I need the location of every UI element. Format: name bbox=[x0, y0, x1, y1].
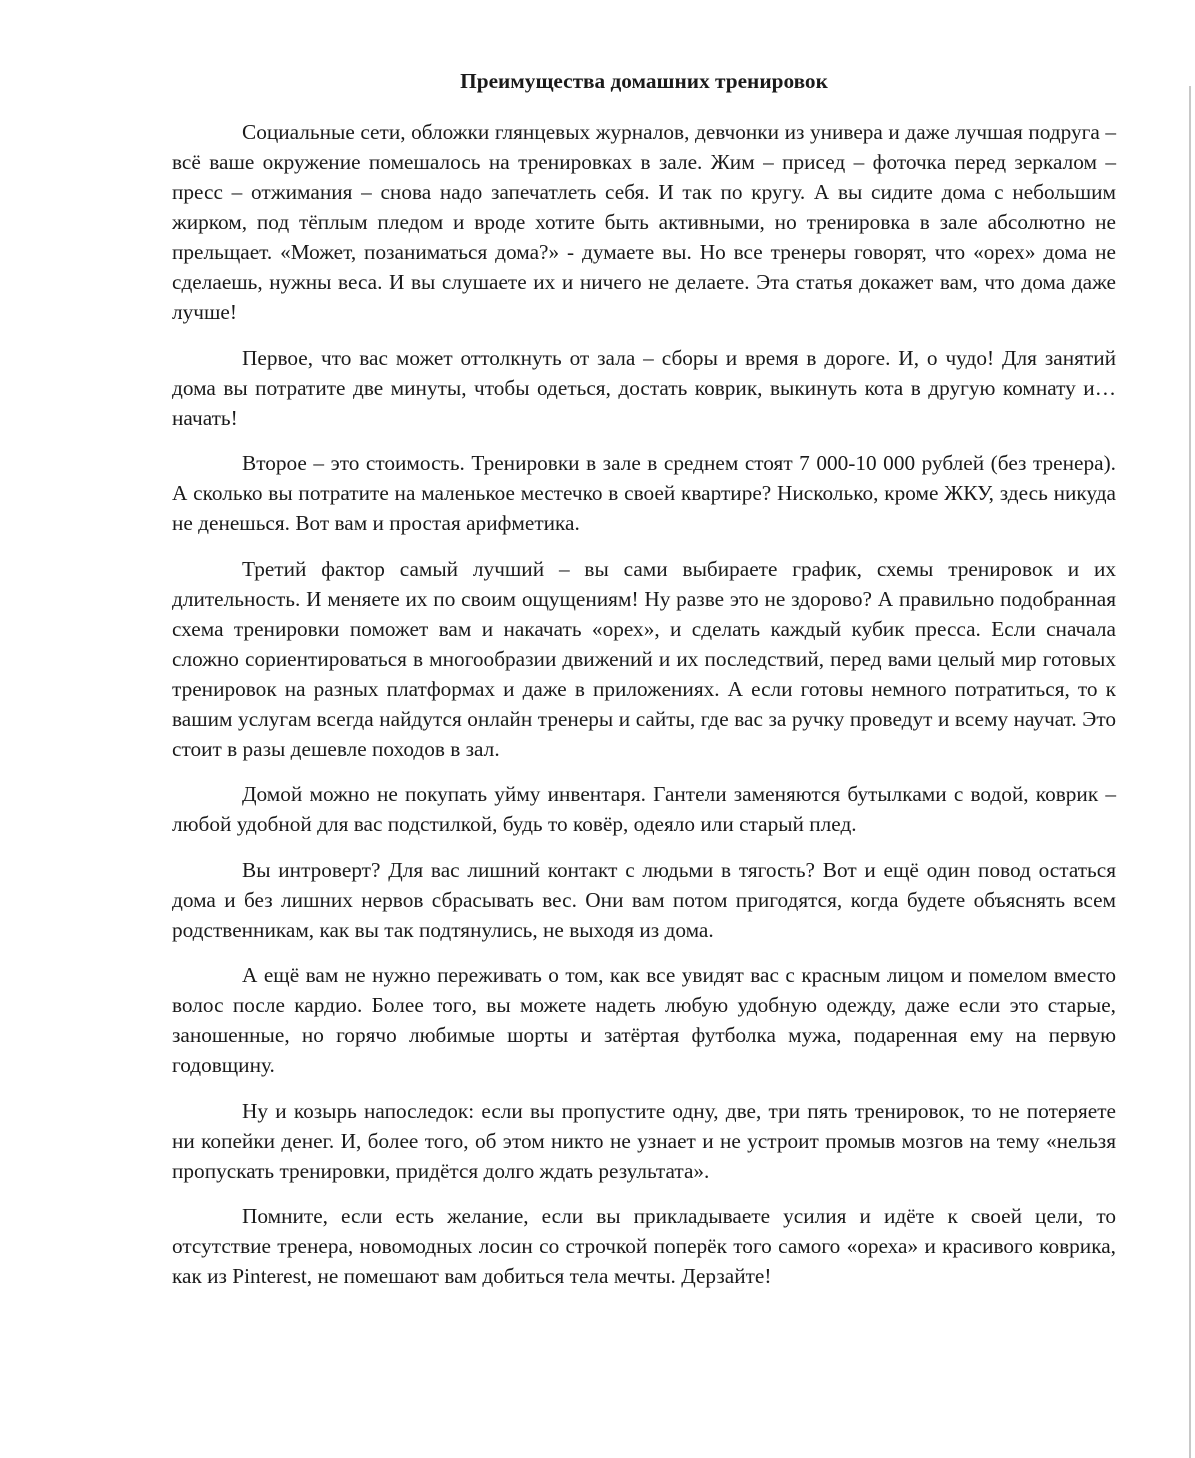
paragraph-1: Социальные сети, обложки глянцевых журналов, девчонки из универа и даже лучшая подруга – всё ваше окружение помешалось на тренировках в зале. Жим – присед – фоточка перед зеркалом – пресс – отжимания – снова надо запечатлеть себя. И так по кругу. А вы сидите дома с небольшим жирком, под тёплым пледом и вроде хотите быть активными, но тренировка в зале абсолютно не прельщает. «Может, позаниматься дома?» - думаете вы. Но все тренеры говорят, что «орех» дома не сделаешь, нужны веса. И вы слушаете их и ничего не делаете. Эта статья докажет вам, что дома даже лучше! bbox=[172, 120, 1116, 324]
paragraph-3: Второе – это стоимость. Тренировки в зале в среднем стоят 7 000-10 000 рублей (без тренера). А сколько вы потратите на маленькое местечко в своей квартире? Нисколько, кроме ЖКУ, здесь никуда не денешься. Вот вам и простая арифметика. bbox=[172, 451, 1116, 535]
document-body bbox=[172, 64, 1116, 1307]
paragraph-9: Помните, если есть желание, если вы прикладываете усилия и идёте к своей цели, то отсутствие тренера, новомодных лосин со строчкой поперёк того самого «ореха» и красивого коврика, как из Pinterest, не помешают вам добиться тела мечты. Дерзайте! bbox=[172, 1204, 1116, 1288]
page-edge-divider bbox=[1189, 86, 1191, 1458]
paragraph-6: Вы интроверт? Для вас лишний контакт с людьми в тягость? Вот и ещё один повод остаться дома и без лишних нервов сбрасывать вес. Они вам потом пригодятся, когда будете объяснять всем родственникам, как вы так подтянулись, не выходя из дома. bbox=[172, 857, 1116, 942]
paragraph-2: Первое, что вас может оттолкнуть от зала – сборы и время в дороге. И, о чудо! Для занятий дома вы потратите две минуты, чтобы одеться, достать коврик, выкинуть кота в другую комнату и…начать! bbox=[172, 345, 1116, 430]
document-title: Преимущества домашних тренировок bbox=[460, 69, 828, 93]
paragraph-8: Ну и козырь напоследок: если вы пропустите одну, две, три пять тренировок, то не потеряете ни копейки денег. И, более того, об этом никто не узнает и не устроит промыв мозгов на тему «нельзя пропускать тренировки, придётся долго ждать результата». bbox=[172, 1098, 1116, 1183]
paragraph-4: Третий фактор самый лучший – вы сами выбираете график, схемы тренировок и их длительность. И меняете их по своим ощущениям! Ну разве это не здорово? А правильно подобранная схема тренировки поможет вам и накачать «орех», и сделать каждый кубик пресса. Если сначала сложно сориентироваться в многообразии движений и их последствий, перед вами целый мир готовых тренировок на разных платформах и даже в приложениях. А если готовы немного потратиться, то к вашим услугам всегда найдутся онлайн тренеры и сайты, где вас за ручку проведут и всему научат. Это стоит в разы дешевле походов в зал. bbox=[172, 556, 1116, 761]
paragraph-5: Домой можно не покупать уйму инвентаря. Гантели заменяются бутылками с водой, коврик – любой удобной для вас подстилкой, будь то ковёр, одеяло или старый плед. bbox=[172, 782, 1116, 836]
paragraph-7: А ещё вам не нужно переживать о том, как все увидят вас с красным лицом и помелом вместо волос после кардио. Более того, вы можете надеть любую удобную одежду, даже если это старые, заношенные, но горячо любимые шорты и затёртая футболка мужа, подаренная ему на первую годовщину. bbox=[172, 963, 1116, 1077]
